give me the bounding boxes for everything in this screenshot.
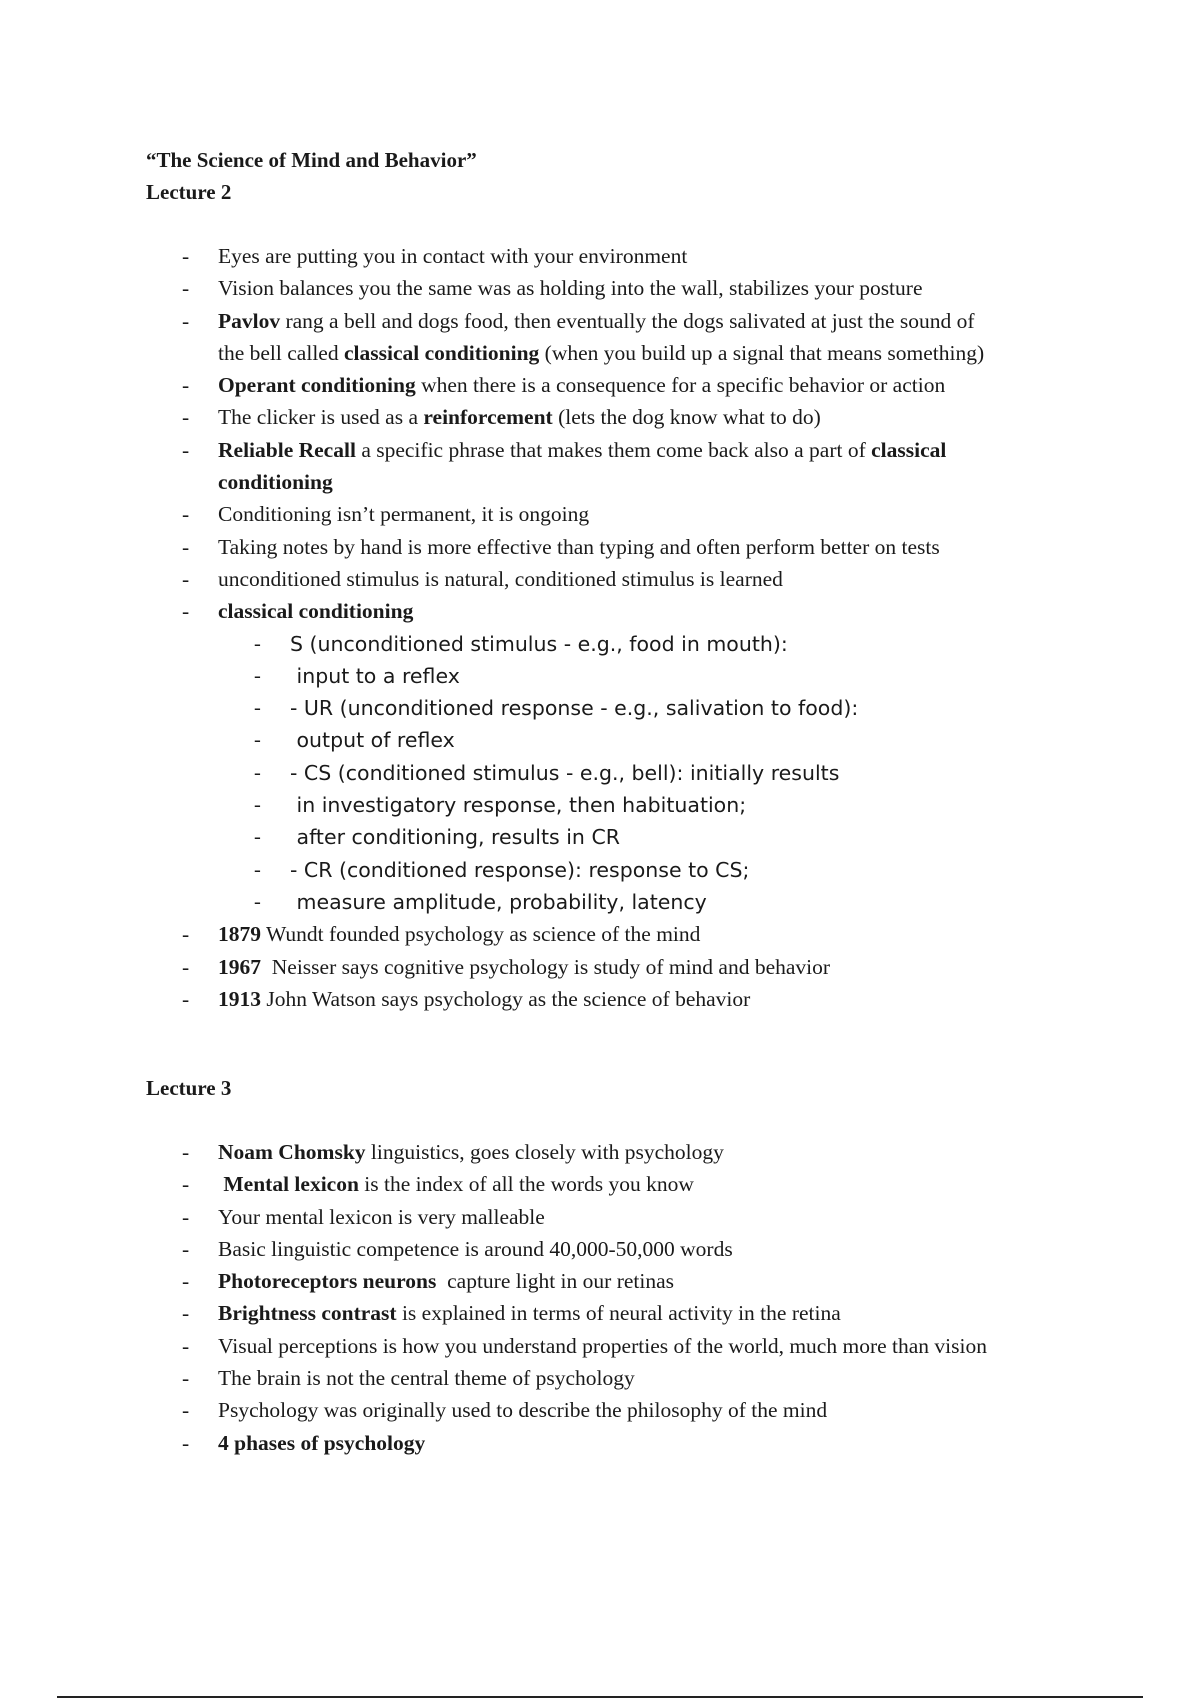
- list-item: - Eyes are putting you in contact with your environment: [182, 244, 688, 268]
- list-item: - Basic linguistic competence is around 40,000-50,000 words: [182, 1236, 733, 1261]
- list-item: - 1879 Wundt founded psychology as science of the mind: [182, 922, 701, 947]
- document-title: “The Science of Mind and Behavior”: [146, 148, 477, 172]
- sub-list-item: - - UR (unconditioned response - e.g., salivation to food):: [254, 696, 859, 721]
- list-item: - Your mental lexicon is very malleable: [182, 1204, 545, 1229]
- sub-list-item: - input to a reflex: [254, 663, 460, 688]
- page-bottom-rule: [57, 1696, 1143, 1698]
- list-item: - Brightness contrast is explained in terms of neural activity in the retina: [182, 1301, 841, 1326]
- list-item: - The clicker is used as a reinforcement (lets the dog know what to do): [182, 405, 821, 430]
- list-item: - Vision balances you the same was as holding into the wall, stabilizes your posture: [182, 276, 923, 301]
- list-item: - Taking notes by hand is more effective than typing and often perform better on tests: [182, 534, 940, 559]
- list-item: - Pavlov rang a bell and dogs food, then eventually the dogs salivated at just the sound of the bell called classical conditioning (when you build up a signal that means something): [182, 308, 985, 365]
- sub-list-item: - S (unconditioned stimulus - e.g., food in mouth):: [254, 631, 788, 656]
- list-item: - Noam Chomsky linguistics, goes closely with psychology: [182, 1140, 724, 1164]
- lecture-3-bullets: [0, 1136, 1200, 1459]
- sub-list-item: - in investigatory response, then habituation;: [254, 793, 747, 818]
- list-item: - Conditioning isn’t permanent, it is ongoing: [182, 502, 590, 527]
- list-item: - The brain is not the central theme of psychology: [182, 1366, 635, 1391]
- lecture-3-heading: Lecture 3: [146, 1076, 232, 1100]
- list-item: - Operant conditioning when there is a consequence for a specific behavior or action: [182, 373, 946, 398]
- list-item: - 4 phases of psychology: [182, 1430, 426, 1455]
- sub-list-item: - - CR (conditioned response): response to CS;: [254, 857, 750, 882]
- lecture-2-heading: Lecture 2: [146, 180, 232, 204]
- list-item: - Mental lexicon is the index of all the words you know: [182, 1172, 694, 1197]
- list-item: - unconditioned stimulus is natural, conditioned stimulus is learned: [182, 566, 783, 591]
- list-item: - Psychology was originally used to describe the philosophy of the mind: [182, 1398, 828, 1423]
- list-item: - Reliable Recall a specific phrase that makes them come back also a part of classical conditioning: [182, 437, 947, 495]
- list-item: - Visual perceptions is how you understand properties of the world, much more than vision: [182, 1333, 987, 1358]
- list-item: - 1967 Neisser says cognitive psychology is study of mind and behavior: [182, 954, 831, 979]
- list-item: - classical conditioning: [182, 599, 414, 624]
- lecture-2-bullets: [0, 240, 1200, 1015]
- sub-list-item: - measure amplitude, probability, latency: [254, 889, 707, 914]
- list-item: - Photoreceptors neurons capture light in our retinas: [182, 1269, 674, 1294]
- sub-list-item: - - CS (conditioned stimulus - e.g., bell): initially results: [254, 760, 840, 785]
- sub-list-item: - output of reflex: [254, 728, 455, 753]
- list-item: - 1913 John Watson says psychology as the science of behavior: [182, 986, 751, 1011]
- sub-list-item: - after conditioning, results in CR: [254, 825, 621, 850]
